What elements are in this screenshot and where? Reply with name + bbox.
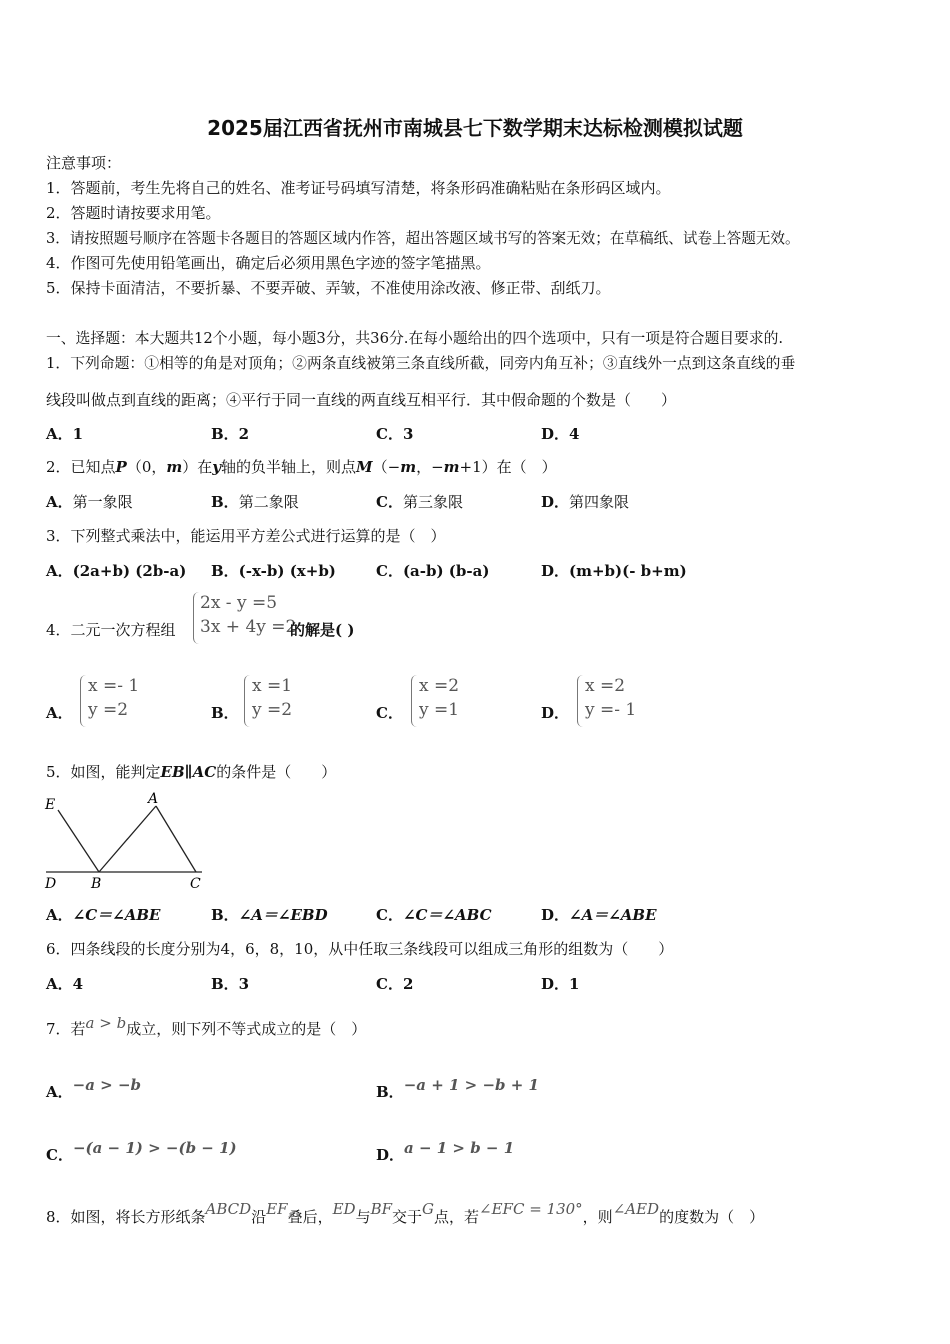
option-math: −a > −b	[72, 1076, 141, 1094]
q4-option-d-system	[585, 674, 636, 722]
section-heading: 一、选择题：本大题共12个小题，每小题3分，共36分.在每小题给出的四个选项中，只有一项是符合题目要求的.	[46, 330, 784, 347]
option-text: ∠C＝∠ABE	[72, 906, 161, 924]
point-m: M	[356, 458, 373, 476]
q4-option-c[interactable]: C．	[376, 704, 403, 722]
option-letter: C．	[46, 1146, 73, 1164]
option-text: 第三象限	[402, 493, 463, 511]
option-text: 第一象限	[72, 493, 133, 511]
notice-item: 5．保持卡面清洁，不要折暴、不要弄破、弄皱，不准使用涂改液、修正带、刮纸刀。	[46, 279, 611, 297]
segment-ba	[99, 806, 156, 872]
q2-text-part: 2．已知点	[46, 458, 116, 476]
q2-option-a[interactable]	[46, 491, 133, 512]
q7-option-c[interactable]	[46, 1139, 237, 1165]
q8-text-part: 与	[355, 1208, 371, 1226]
q1-text-line1: 1．下列命题：①相等的角是对顶角；②两条直线被第三条直线所截，同旁内角互补；③直线外一点到这条直线的垂	[46, 355, 796, 372]
q1-option-a[interactable]: A．1	[46, 425, 84, 443]
q1-option-d[interactable]: D．4	[541, 425, 580, 443]
var-m: m	[443, 458, 460, 476]
page-title: 2025届江西省抚州市南城县七下数学期末达标检测模拟试题	[207, 116, 743, 140]
q7-text-part: 7．若	[46, 1020, 86, 1038]
q8-math: BF	[370, 1200, 393, 1218]
option-text: ∠A＝∠ABE	[569, 906, 657, 924]
option-math: −a + 1 > −b + 1	[403, 1076, 539, 1094]
q3-option-c[interactable]: C．(a-b) (b-a)	[376, 562, 490, 580]
q2-text-part: +1）在（ ）	[459, 458, 557, 476]
option-letter: C．	[376, 493, 403, 511]
segment-ac	[156, 806, 196, 872]
notice-item: 1．答题前，考生先将自己的姓名、准考证号码填写清楚，将条形码准确粘贴在条形码区域内。	[46, 179, 671, 197]
q2-text-part: ，−	[416, 458, 444, 476]
q5-figure	[42, 788, 212, 894]
option-letter: A．	[46, 906, 73, 924]
option-letter: D．	[541, 493, 570, 511]
q4-option-a[interactable]: A．	[46, 704, 73, 722]
equation: x =1	[252, 676, 293, 696]
option-text: ∠A＝∠EBD	[238, 906, 328, 924]
q8-math: EF	[266, 1200, 288, 1218]
option-letter: A．	[46, 1083, 73, 1101]
option-letter: A．	[46, 493, 73, 511]
notice-item: 2．答题时请按要求用笔。	[46, 204, 221, 222]
var-y: y	[212, 458, 221, 476]
option-text: 第二象限	[238, 493, 299, 511]
q5-condition: EB∥AC	[160, 763, 217, 781]
q2-text	[46, 456, 557, 477]
label-a: A	[148, 791, 159, 807]
q3-text: 3．下列整式乘法中，能运用平方差公式进行运算的是（ ）	[46, 527, 446, 545]
q2-option-c[interactable]	[376, 491, 463, 512]
q5-text-part: 5．如图，能判定	[46, 763, 161, 781]
q1-text-line2: 线段叫做点到直线的距离；④平行于同一直线的两直线互相平行．其中假命题的个数是（ ）	[46, 391, 677, 409]
q4-pre: 4．二元一次方程组	[46, 621, 176, 639]
var-m: m	[166, 458, 183, 476]
q4-option-c-brace	[411, 675, 417, 727]
q4-option-b-brace	[244, 675, 250, 727]
label-e: E	[45, 797, 56, 813]
equation: y =2	[252, 700, 293, 720]
q4-option-d-brace	[577, 675, 583, 727]
option-letter: B．	[211, 906, 239, 924]
label-c: C	[190, 876, 201, 892]
q8-math: ∠AED	[612, 1200, 660, 1218]
label-b: B	[91, 876, 102, 892]
q4-system	[200, 591, 296, 639]
equation: x =2	[585, 676, 626, 696]
q7-option-d[interactable]	[376, 1139, 515, 1165]
q1-option-b[interactable]: B．2	[211, 425, 250, 443]
q7-text	[46, 1014, 367, 1039]
option-letter: B．	[376, 1083, 404, 1101]
q6-option-d[interactable]: D．1	[541, 975, 580, 993]
q2-text-part: （−	[372, 458, 401, 476]
q5-text-part: 的条件是（ ）	[216, 763, 337, 781]
q7-text-part: 成立，则下列不等式成立的是（ ）	[126, 1020, 367, 1038]
notice-item: 3．请按照题号顺序在答题卡各题目的答题区域内作答，超出答题区域书写的答案无效；在草稿纸、试卷上答题无效。	[46, 230, 800, 247]
q6-option-c[interactable]: C．2	[376, 975, 414, 993]
q8-text-part: 点，若	[434, 1208, 480, 1226]
q4-equation-2: 3x + 4y =2	[200, 617, 297, 637]
q8-text-part: 8．如图，将长方形纸条	[46, 1208, 206, 1226]
q8-math: ∠EFC = 130°	[479, 1200, 583, 1218]
option-letter: D．	[376, 1146, 405, 1164]
equation: y =- 1	[585, 700, 637, 720]
q8-text-part: 沿	[251, 1208, 267, 1226]
segment-eb	[58, 810, 99, 872]
q4-brace	[193, 592, 199, 644]
q4-option-b-system	[252, 674, 292, 722]
label-d: D	[45, 876, 57, 892]
point-p: P	[115, 458, 127, 476]
q3-option-a[interactable]: A．(2a+b) (2b-a)	[46, 562, 187, 580]
q8-text-part: 的度数为（ ）	[659, 1208, 765, 1226]
equation: y =2	[88, 700, 129, 720]
q8-text-part: 交于	[392, 1208, 423, 1226]
q5-option-b[interactable]	[211, 904, 328, 925]
q2-text-part: 轴的负半轴上，则点	[220, 458, 356, 476]
q2-text-part: ）在	[182, 458, 213, 476]
notice-heading: 注意事项：	[46, 154, 122, 172]
q2-option-d[interactable]	[541, 491, 629, 512]
q8-text-part: 叠后，	[287, 1208, 333, 1226]
notice-item: 4．作图可先使用铅笔画出，确定后必须用黑色字迹的签字笔描黑。	[46, 254, 491, 272]
option-math: a − 1 > b − 1	[404, 1139, 515, 1157]
q6-option-b[interactable]: B．3	[211, 975, 250, 993]
q2-option-b[interactable]	[211, 491, 299, 512]
q6-text: 6．四条线段的长度分别为4，6，8，10，从中任取三条线段可以组成三角形的组数为（ ）	[46, 940, 674, 958]
q4-equation-1: 2x - y =5	[200, 593, 278, 613]
equation: x =2	[419, 676, 460, 696]
q4-option-a-system	[88, 674, 139, 722]
option-text: 第四象限	[569, 493, 630, 511]
option-text: ∠C＝∠ABC	[402, 906, 492, 924]
q7-option-a[interactable]	[46, 1076, 141, 1102]
option-math: −(a − 1) > −(b − 1)	[72, 1139, 237, 1157]
option-letter: D．	[541, 906, 570, 924]
q7-condition: a > b	[85, 1014, 127, 1032]
q8-text	[46, 1200, 765, 1227]
q8-math: ED	[332, 1200, 356, 1218]
q5-text	[46, 761, 336, 782]
q8-text-part: ，则	[582, 1208, 613, 1226]
q2-text-part: （0，	[126, 458, 167, 476]
q8-math: ABCD	[205, 1200, 252, 1218]
option-letter: C．	[376, 906, 403, 924]
q4-post: 的解是( )	[290, 621, 355, 639]
q5-option-a[interactable]	[46, 904, 160, 925]
q4-option-c-system	[419, 674, 459, 722]
q8-math: G	[422, 1200, 435, 1218]
q3-option-b[interactable]: B．(-x-b) (x+b)	[211, 562, 336, 580]
q5-option-c[interactable]	[376, 904, 492, 925]
q4-option-d[interactable]: D．	[541, 704, 570, 722]
q3-option-d[interactable]: D．(m+b)(- b+m)	[541, 562, 687, 580]
q4-option-a-brace	[80, 675, 86, 727]
equation: x =- 1	[88, 676, 140, 696]
option-letter: B．	[211, 493, 239, 511]
q4-option-b[interactable]: B．	[211, 704, 239, 722]
q5-option-d[interactable]	[541, 904, 657, 925]
q1-option-c[interactable]: C．3	[376, 425, 414, 443]
var-m: m	[400, 458, 417, 476]
equation: y =1	[419, 700, 460, 720]
q7-option-b[interactable]	[376, 1076, 539, 1102]
q6-option-a[interactable]: A．4	[46, 975, 84, 993]
